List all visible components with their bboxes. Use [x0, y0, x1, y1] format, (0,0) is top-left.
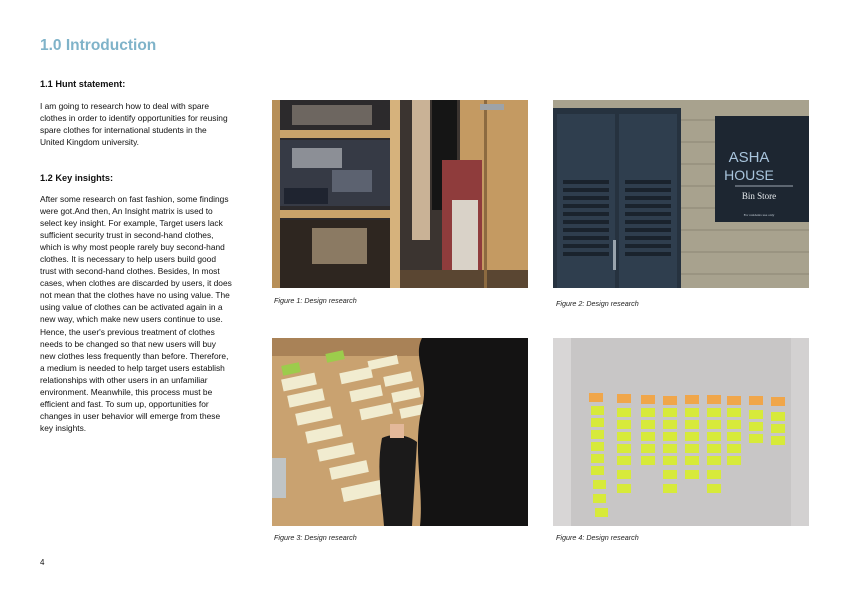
figure-3-caption: Figure 3: Design research	[274, 533, 357, 542]
figure-1-caption: Figure 1: Design research	[274, 296, 357, 305]
sign-line-2: HOUSE	[724, 167, 774, 183]
figure-2-caption: Figure 2: Design research	[556, 299, 639, 308]
hunt-statement-text: I am going to research how to deal with spare clothes in order to identify opportunities for reusing spare clothes for international students in the United Kingdom university.	[40, 101, 228, 148]
sign-line-3: Bin Store	[741, 191, 777, 201]
page-title: 1.0 Introduction	[40, 37, 157, 54]
sign-line-1: ASHA	[728, 149, 770, 166]
key-insights-text: After some research on fast fashion, some findings were got.And then, An Insight matrix is used to select key insight. For example, Target users lack sufficient security trust in second-hand clothes, which is why most people rarely buy second-hand clothes. It is necessary to help users build good trust with second-hand clothes. Besides, In most cases, when clothes are discarded by users, it does not mean that the clothes have no using value. The using value of clothes can be activated again in a new way, which make new users continue to use. Hence, the user's previous treatment of clothes needs to be changed so that new users will buy new clothes less frequently than before. Therefore, a medium is needed to help target users establish relationships with other users in an unfamiliar environment. Meanwhile, this process must be efficient and fast. To sum up, opportunities for changes in user behavior will emerge from these key insights.	[40, 194, 232, 433]
figure-3-photo	[272, 338, 528, 526]
figure-1-photo	[272, 100, 528, 288]
key-insights-heading: 1.2 Key insights:	[40, 173, 114, 183]
hunt-statement-heading: 1.1 Hunt statement:	[40, 79, 126, 89]
figure-4-caption: Figure 4: Design research	[556, 533, 639, 542]
page-number: 4	[40, 558, 45, 567]
figure-2-photo	[553, 100, 809, 288]
figure-4-photo	[553, 338, 809, 526]
sign-line-4: For residents use only	[743, 213, 775, 217]
